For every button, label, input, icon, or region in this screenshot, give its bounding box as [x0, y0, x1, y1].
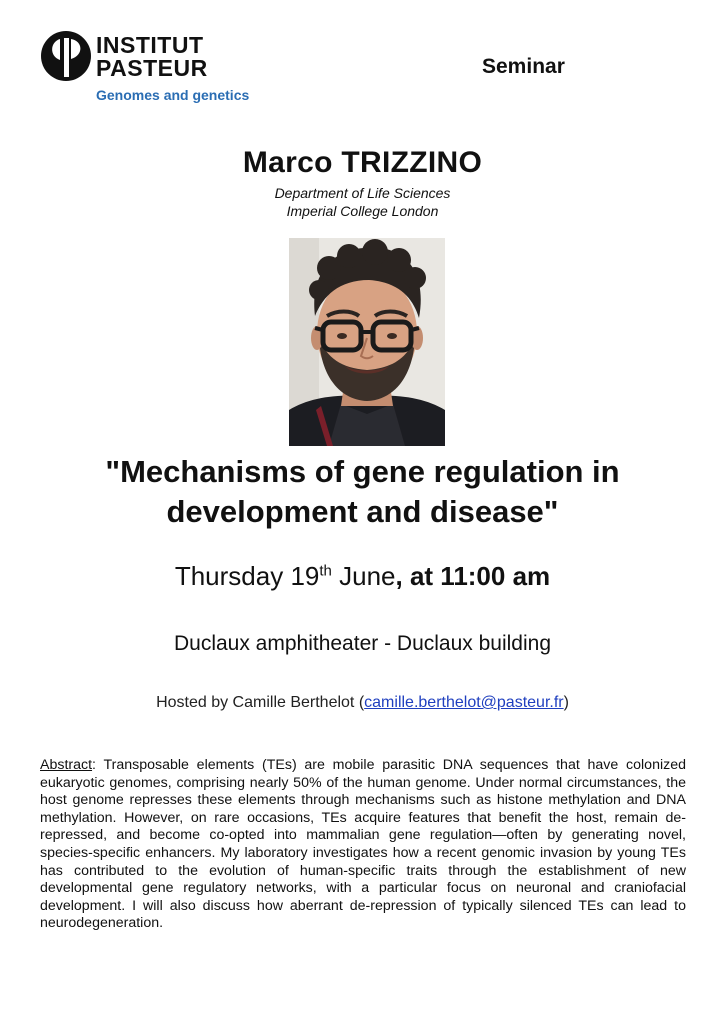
speaker-department: Department of Life Sciences [274, 185, 451, 201]
institut-pasteur-logo [40, 28, 250, 110]
abstract [40, 757, 686, 933]
logo-text-institut: INSTITUT [96, 32, 204, 58]
host-line [0, 694, 725, 712]
date-day-suffix: th [319, 562, 332, 580]
host-suffix: ) [563, 694, 569, 711]
date-month: June [331, 561, 396, 591]
talk-title-line-2: development and disease" [166, 494, 559, 529]
abstract-label: Abstract [40, 757, 93, 773]
abstract-text: : Transposable elements (TEs) are mobile parasitic DNA sequences that have colonized eukaryotic genomes, comprising nearly 50% of the human genome. Under normal circumstances, the host genome represses these elements through mechanisms such as histone methylation and DNA methylation. However, on rare occasions, TEs acquire features that benefit the host, remain de-repressed, and become co-opted into mammalian gene regulation—often by generating novel, species-specific enhancers. My laboratory investigates how a recent genomic invasion by young TEs has contributed to the evolution of human-specific traits through the establishment of new developmental gene regulatory networks, with a particular focus on neuronal and craniofacial development. I will also discuss how aberrant de-repression of typically silenced TEs can lead to neurodegeneration. [40, 757, 686, 932]
host-prefix: Hosted by Camille Berthelot ( [156, 694, 365, 711]
speaker-portrait [289, 238, 445, 446]
speaker-institution: Imperial College London [286, 203, 439, 219]
talk-title [40, 452, 685, 532]
talk-title-line-1: "Mechanisms of gene regulation in [105, 454, 620, 489]
logo-text-pasteur: PASTEUR [96, 55, 208, 81]
date-day: Thursday 19 [174, 561, 320, 591]
host-email-link[interactable]: camille.berthelot@pasteur.fr [364, 694, 564, 711]
logo-subtitle: Genomes and genetics [96, 87, 250, 103]
seminar-date-time [0, 561, 725, 592]
seminar-label: Seminar [482, 55, 565, 78]
speaker-name: Marco TRIZZINO [242, 146, 483, 179]
pasteur-logo-icon [40, 30, 92, 82]
venue: Duclaux amphitheater - Duclaux building [173, 632, 552, 655]
seminar-time: , at 11:00 am [395, 561, 551, 591]
